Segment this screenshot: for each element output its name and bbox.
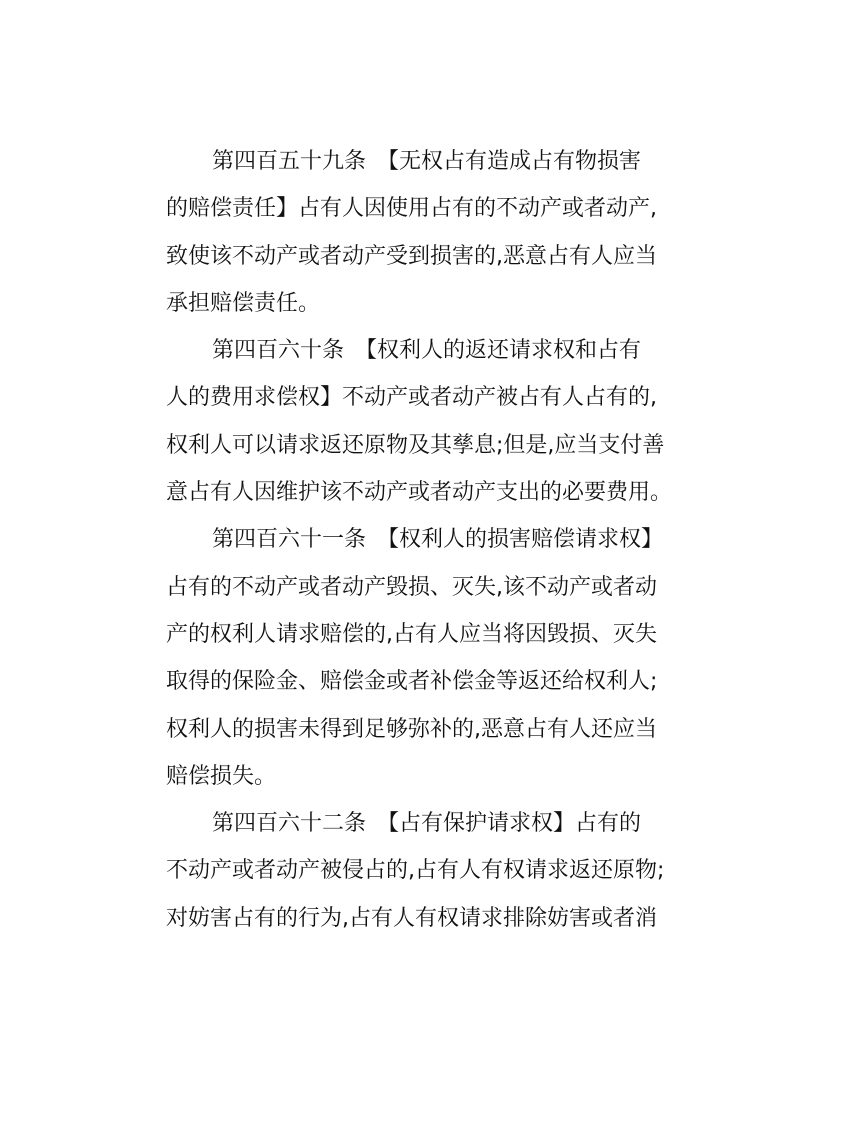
text-line: 人的费用求偿权】不动产或者动产被占有人占有的, xyxy=(166,385,657,411)
text-line: 占有的不动产或者动产毁损、灭失,该不动产或者动 xyxy=(166,574,657,600)
document-body xyxy=(166,138,726,942)
text-line: 取得的保险金、赔偿金或者补偿金等返还给权利人; xyxy=(166,669,658,695)
text-line: 产的权利人请求赔偿的,占有人应当将因毁损、灭失 xyxy=(166,621,657,647)
article-459-heading: 第四百五十九条 【无权占有造成占有物损害 xyxy=(212,149,642,174)
text-line: 承担赔偿责任。 xyxy=(166,290,321,316)
text-line: 致使该不动产或者动产受到损害的,恶意占有人应当 xyxy=(166,243,657,269)
text-line: 权利人可以请求返还原物及其孳息;但是,应当支付善 xyxy=(166,432,665,458)
text-line: 的赔偿责任】占有人因使用占有的不动产或者动产, xyxy=(166,196,657,222)
text-line: 意占有人因维护该不动产或者动产支出的必要费用。 xyxy=(166,480,673,506)
article-461-heading: 第四百六十一条 【权利人的损害赔偿请求权】 xyxy=(212,527,664,553)
text-line: 对妨害占有的行为,占有人有权请求排除妨害或者消 xyxy=(166,905,657,931)
text-line: 赔偿损失。 xyxy=(166,763,277,789)
text-line: 权利人的损害未得到足够弥补的,恶意占有人还应当 xyxy=(166,716,657,742)
article-462-heading: 第四百六十二条 【占有保护请求权】占有的 xyxy=(212,811,642,837)
article-460-heading: 第四百六十条 【权利人的返还请求权和占有 xyxy=(212,338,642,364)
text-line: 不动产或者动产被侵占的,占有人有权请求返还原物; xyxy=(166,858,665,884)
